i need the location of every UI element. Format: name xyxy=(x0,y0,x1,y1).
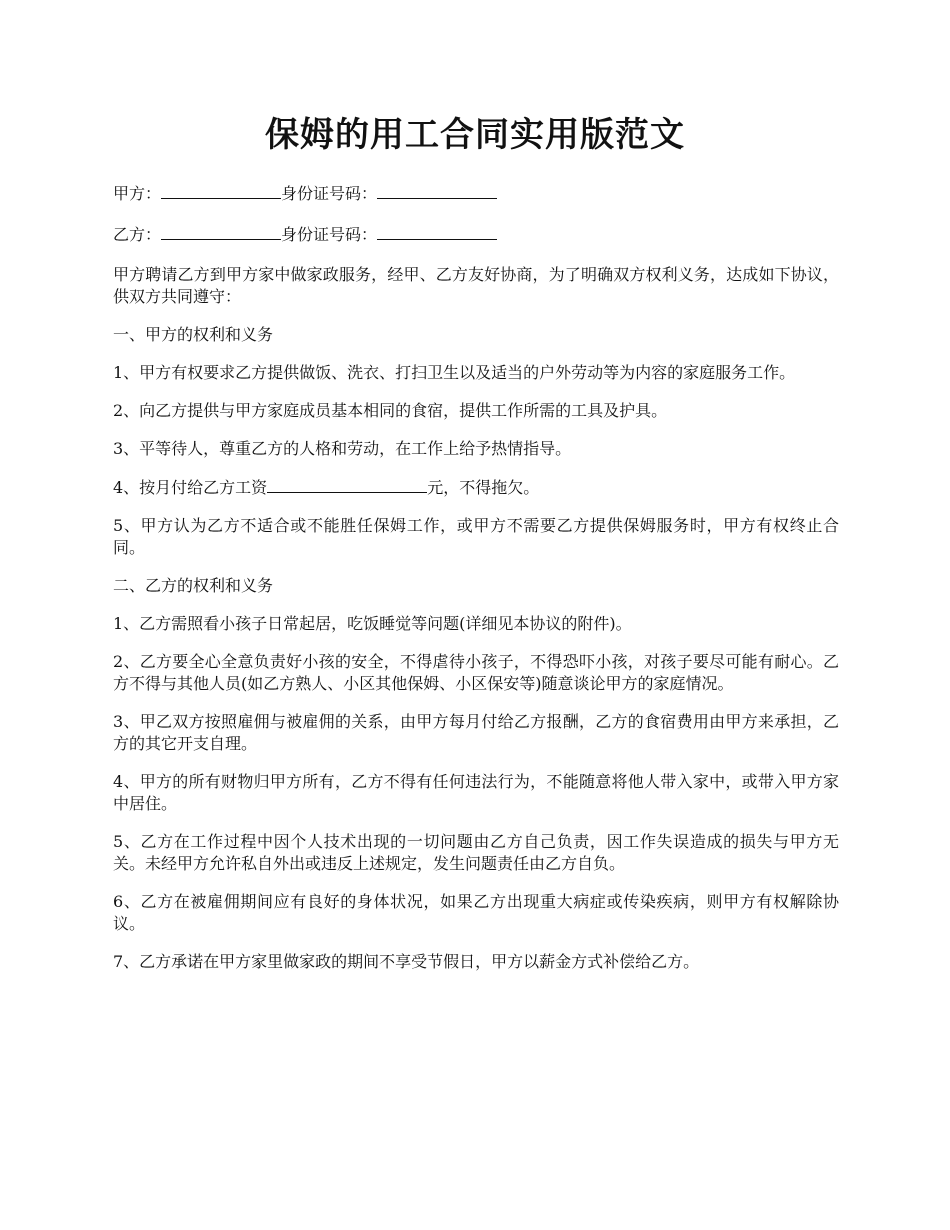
salary-suffix: 元，不得拖欠。 xyxy=(427,478,540,497)
party-b-line xyxy=(113,223,839,246)
section-1-heading: 一、甲方的权利和义务 xyxy=(113,325,274,344)
intro-paragraph: 甲方聘请乙方到甲方家中做家政服务，经甲、乙方友好协商，为了明确双方权利义务，达成如下协议，供双方共同遵守： xyxy=(113,265,839,306)
party-b-id-blank xyxy=(377,223,497,240)
section-2-item: 5、乙方在工作过程中因个人技术出现的一切问题由乙方自己负责，因工作失误造成的损失与甲方无关。未经甲方允许私自外出或违反上述规定，发生问题责任由乙方自负。 xyxy=(113,832,839,873)
section-1-item-4 xyxy=(113,476,839,499)
document-title: 保姆的用工合同实用版范文 xyxy=(265,115,685,155)
party-a-label: 甲方： xyxy=(113,184,162,203)
section-1-item: 5、甲方认为乙方不适合或不能胜任保姆工作，或甲方不需要乙方提供保姆服务时，甲方有权终止合同。 xyxy=(113,516,839,557)
section-2-item: 7、乙方承诺在甲方家里做家政的期间不享受节假日，甲方以薪金方式补偿给乙方。 xyxy=(113,952,700,971)
section-2-item: 2、乙方要全心全意负责好小孩的安全，不得虐待小孩子，不得恐吓小孩，对孩子要尽可能有耐心。乙方不得与其他人员(如乙方熟人、小区其他保姆、小区保安等)随意谈论甲方的家庭情况。 xyxy=(113,652,839,693)
party-a-id-blank xyxy=(377,182,497,199)
party-b-name-blank xyxy=(161,223,281,240)
party-a-line xyxy=(113,182,839,205)
salary-blank xyxy=(267,476,427,493)
section-2-item: 1、乙方需照看小孩子日常起居，吃饭睡觉等问题(详细见本协议的附件)。 xyxy=(113,614,632,633)
section-1-item: 3、平等待人，尊重乙方的人格和劳动，在工作上给予热情指导。 xyxy=(113,439,572,458)
party-b-label: 乙方： xyxy=(113,225,162,244)
party-b-id-label: 身份证号码： xyxy=(281,225,378,244)
salary-prefix: 4、按月付给乙方工资 xyxy=(113,478,268,497)
section-1-item: 2、向乙方提供与甲方家庭成员基本相同的食宿，提供工作所需的工具及护具。 xyxy=(113,401,668,420)
party-a-id-label: 身份证号码： xyxy=(281,184,378,203)
document-body xyxy=(113,182,839,989)
section-1-item: 1、甲方有权要求乙方提供做饭、洗衣、打扫卫生以及适当的户外劳动等为内容的家庭服务工作。 xyxy=(113,363,796,382)
section-2-item: 4、甲方的所有财物归甲方所有，乙方不得有任何违法行为，不能随意将他人带入家中，或带入甲方家中居住。 xyxy=(113,772,839,813)
section-2-item: 6、乙方在被雇佣期间应有良好的身体状况，如果乙方出现重大病症或传染疾病，则甲方有权解除协议。 xyxy=(113,892,839,933)
section-2-heading: 二、乙方的权利和义务 xyxy=(113,576,274,595)
party-a-name-blank xyxy=(161,182,281,199)
section-2-item: 3、甲乙双方按照雇佣与被雇佣的关系，由甲方每月付给乙方报酬，乙方的食宿费用由甲方来承担，乙方的其它开支自理。 xyxy=(113,712,839,753)
